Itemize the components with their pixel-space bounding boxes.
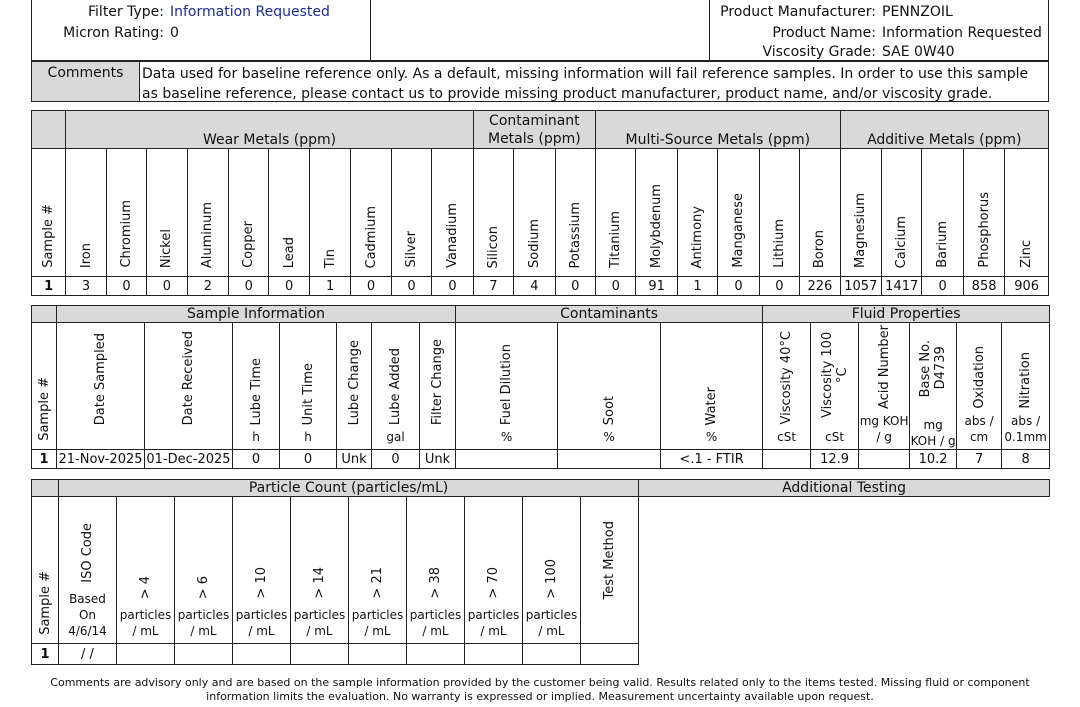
particle-value-100 [523,644,581,665]
metal-header-manganese: Manganese [718,149,759,277]
sample-info-table [31,305,1050,469]
sample-info-value-oxidation: 7 [957,450,1002,469]
metal-value-vanadium: 0 [432,277,474,296]
sample-info-header-viscosity-100-c: Viscosity 100 °C cSt [811,323,859,450]
particle-value-4 [117,644,175,665]
sample-number: 1 [32,644,59,665]
particle-header-38: > 38 particles / mL [407,497,465,644]
unit-label: particles / mL [235,608,288,638]
sample-info-header-lube-time: Lube Time h [233,323,280,450]
header-divider [370,0,371,60]
particle-corner [32,480,59,497]
unit-label: % [500,430,513,444]
micron-rating-value: 0 [170,25,179,41]
sample-number: 1 [32,450,57,469]
particle-header-test-method: Test Method [581,497,639,644]
sample-info-value-date-sampled: 21-Nov-2025 [58,451,143,467]
particle-header-6: > 6 particles / mL [175,497,233,644]
particle-header-21: > 21 particles / mL [349,497,407,644]
particle-header-10: > 10 particles / mL [233,497,291,644]
particle-header-iso-code: ISO Code Based On 4/6/14 [59,497,117,644]
sample-info-header-lube-added: Lube Added gal [372,323,420,450]
filter-type-label: Filter Type: [88,4,164,20]
unit-label: particles / mL [177,608,230,638]
metal-header-iron: Iron [66,149,106,277]
product-name-value: Information Requested [882,25,1042,41]
metal-header-cadmium: Cadmium [351,149,391,277]
particle-value-70 [465,644,523,665]
metal-value-aluminum: 2 [187,277,228,296]
sample-info-header-oxidation: Oxidation abs / cm [957,323,1002,450]
metal-value-iron: 3 [66,277,106,296]
comments-text: Data used for baseline reference only. As a default, missing information will fail reference samples. In order to use this sample as baseline reference, please contact us to provide missing product manufacturer, product name, and/or viscosity grade. [142,66,1029,102]
particle-count-table [31,479,1050,665]
unit-label: particles / mL [351,608,404,638]
metal-value-lithium: 0 [759,277,799,296]
sample-number-header: Sample # [32,497,59,644]
particle-value-6 [175,644,233,665]
unit-label: abs / 0.1mm [1004,414,1047,444]
metal-value-silver: 0 [391,277,431,296]
manufacturer-label: Product Manufacturer: [720,4,876,20]
metal-value-zinc: 906 [1005,277,1049,296]
metal-value-lead: 0 [269,277,309,296]
additional-testing-area [639,644,1050,665]
metal-value-boron: 226 [800,277,840,296]
metal-header-boron: Boron [800,149,840,277]
particle-header-100: > 100 particles / mL [523,497,581,644]
sample-info-value-nitration: 8 [1002,450,1050,469]
sample-info-value-viscosity-40-c [763,450,811,469]
unit-label: mg KOH / g [910,418,956,449]
metal-header-sodium: Sodium [514,149,555,277]
metal-value-phosphorus: 858 [963,277,1004,296]
metal-value-silicon: 7 [473,277,513,296]
unit-label: h [252,430,260,444]
metal-value-nickel: 0 [147,277,187,296]
sample-info-header-lube-change: Lube Change [337,323,372,450]
metal-header-titanium: Titanium [596,149,636,277]
manufacturer-field [700,4,953,20]
metal-header-antimony: Antimony [677,149,717,277]
unit-label: cSt [777,430,797,444]
group-wear-metals: Wear Metals (ppm) [66,111,473,149]
sample-info-value-viscosity-100-c: 12.9 [811,450,859,469]
unit-label: cSt [825,430,845,444]
sample-info-corner [32,306,57,323]
manufacturer-value: PENNZOIL [882,4,953,20]
sample-number: 1 [32,277,66,296]
group-sample-information: Sample Information [57,306,456,323]
metal-value-chromium: 0 [106,277,146,296]
metal-header-aluminum: Aluminum [187,149,228,277]
metal-header-tin: Tin [309,149,350,277]
unit-label: particles / mL [293,608,346,638]
particle-value-10 [233,644,291,665]
unit-label: particles / mL [409,608,462,638]
sample-info-header-fuel-dilution: Fuel Dilution % [456,323,558,450]
filter-type-field [50,4,330,20]
metal-value-sodium: 4 [514,277,555,296]
unit-label: h [304,430,312,444]
sample-info-value-lube-change: Unk [337,450,372,469]
metal-header-barium: Barium [922,149,963,277]
particle-value-38 [407,644,465,665]
comments-box [31,61,1049,102]
sample-info-value-base-no-d4739: 10.2 [910,450,957,469]
unit-label: particles / mL [119,608,172,638]
sample-number-header: Sample # [32,149,66,277]
group-additional-testing: Additional Testing [639,480,1050,497]
particle-value-21 [349,644,407,665]
unit-label: particles / mL [467,608,520,638]
metal-value-magnesium: 1057 [840,277,881,296]
sample-info-header-acid-number: Acid Number mg KOH / g [859,323,910,450]
metals-table [31,110,1049,296]
sample-info-header-water: Water % [661,323,763,450]
metal-value-antimony: 1 [677,277,717,296]
sample-info-header-date-received: Date Received [145,323,233,450]
sample-info-value-soot [558,450,661,469]
metal-header-calcium: Calcium [882,149,922,277]
viscosity-grade-field [700,44,955,60]
unit-label: Based On 4/6/14 [68,592,107,638]
metal-value-molybdenum: 91 [636,277,677,296]
sample-info-header-viscosity-40-c: Viscosity 40°C cSt [763,323,811,450]
particle-header-70: > 70 particles / mL [465,497,523,644]
metal-value-manganese: 0 [718,277,759,296]
metal-header-lithium: Lithium [759,149,799,277]
micron-rating-field [50,25,179,41]
sample-info-value-filter-change: Unk [420,450,456,469]
metal-header-vanadium: Vanadium [432,149,474,277]
group-contaminants: Contaminants [456,306,763,323]
sample-info-value-water: <.1 - FTIR [661,450,763,469]
particle-header-4: > 4 particles / mL [117,497,175,644]
particle-value-iso-code: / / [59,644,117,665]
micron-rating-label: Micron Rating: [63,25,164,41]
product-name-field [700,25,1042,41]
metals-corner [32,111,66,149]
metal-header-copper: Copper [229,149,269,277]
sample-number-header: Sample # [32,323,57,450]
metal-header-chromium: Chromium [106,149,146,277]
sample-info-header-nitration: Nitration abs / 0.1mm [1002,323,1050,450]
filter-type-value: Information Requested [170,4,330,20]
unit-label: abs / cm [964,414,994,444]
unit-label: % [705,430,718,444]
sample-info-value-lube-time: 0 [233,450,280,469]
sample-info-header-soot: Soot % [558,323,661,450]
metal-header-magnesium: Magnesium [840,149,881,277]
disclaimer-footer: Comments are advisory only and are based on the sample information provided by the customer being valid. Results related only to the items tested. Missing fluid or component information limits the evaluation. No warranty is expressed or implied. Measurement uncertainty available upon request. [50,676,1030,703]
unit-label: gal [386,430,405,444]
metal-value-calcium: 1417 [882,277,922,296]
sample-info-header-date-sampled: Date Sampled [57,323,145,450]
sample-info-value-acid-number [859,450,910,469]
metal-value-titanium: 0 [596,277,636,296]
sample-info-value-date-received: 01-Dec-2025 [146,451,231,467]
unit-label: particles / mL [525,608,578,638]
metal-header-silicon: Silicon [473,149,513,277]
sample-info-value-lube-added: 0 [372,450,420,469]
group-fluid-properties: Fluid Properties [763,306,1050,323]
comments-label: Comments [32,62,140,101]
metal-header-lead: Lead [269,149,309,277]
metal-value-copper: 0 [229,277,269,296]
particle-header-14: > 14 particles / mL [291,497,349,644]
metal-value-potassium: 0 [555,277,595,296]
sample-info-value-unit-time: 0 [280,450,337,469]
viscosity-grade-value: SAE 0W40 [882,44,955,60]
group-multisource-metals: Multi-Source Metals (ppm) [596,111,841,149]
metal-header-nickel: Nickel [147,149,187,277]
additional-testing-area [639,497,1050,644]
metal-header-molybdenum: Molybdenum [636,149,677,277]
group-contaminant-metals: Contaminant Metals (ppm) [473,111,595,149]
unit-label: mg KOH / g [859,414,909,444]
metal-header-phosphorus: Phosphorus [963,149,1004,277]
sample-info-header-filter-change: Filter Change [420,323,456,450]
sample-info-header-base-no-d4739: Base No. D4739 mg KOH / g [910,323,957,450]
metal-header-potassium: Potassium [555,149,595,277]
sample-info-value-fuel-dilution [456,450,558,469]
particle-value-14 [291,644,349,665]
sample-info-header-unit-time: Unit Time h [280,323,337,450]
particle-value-test-method [581,644,639,665]
group-additive-metals: Additive Metals (ppm) [840,111,1048,149]
group-particle-count: Particle Count (particles/mL) [59,480,639,497]
metal-value-tin: 1 [309,277,350,296]
metal-header-silver: Silver [391,149,431,277]
metal-value-barium: 0 [922,277,963,296]
metal-value-cadmium: 0 [351,277,391,296]
metal-header-zinc: Zinc [1005,149,1049,277]
unit-label: % [603,430,615,444]
viscosity-grade-label: Viscosity Grade: [762,44,876,60]
product-name-label: Product Name: [772,25,876,41]
